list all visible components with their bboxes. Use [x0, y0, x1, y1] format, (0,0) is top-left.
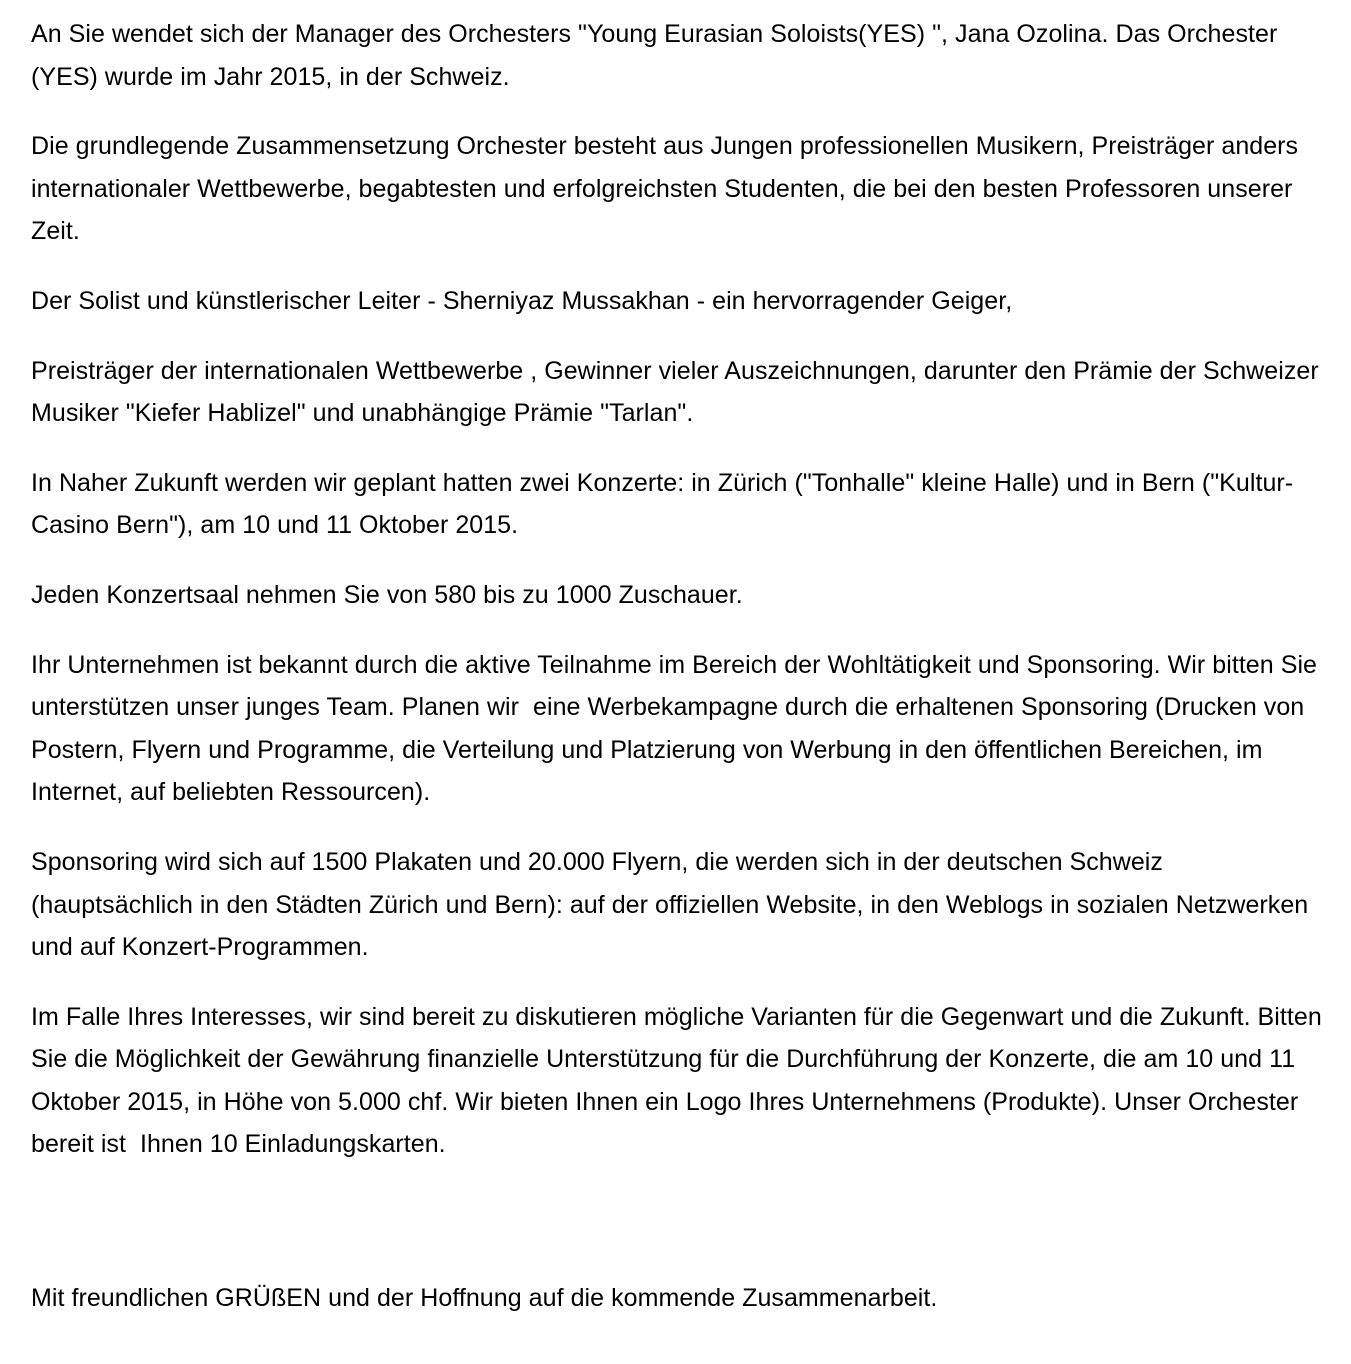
paragraph-audience: Jeden Konzertsaal nehmen Sie von 580 bis zu 1000 Zuschauer. — [31, 580, 743, 609]
closing-line: Mit freundlichen GRÜßEN und der Hoffnung auf die kommende Zusammenarbeit. — [31, 1284, 938, 1313]
letter-body — [31, 13, 1331, 1347]
blank-space — [31, 1193, 1331, 1277]
paragraph-sponsoring-request: Ihr Unternehmen ist bekannt durch die aktive Teilnahme im Bereich der Wohltätigkeit und Sponsoring. Wir bitten Sie unterstützen unser junges Team. Planen wir eine Werbekampagne durch die erhaltenen Sponsoring (Drucken von Postern, Flyern und Programme, die Verteilung und Platzierung von Werbung in den öffentlichen Bereichen, im Internet, auf beliebten Ressourcen). — [31, 650, 1324, 807]
paragraph-advertising: Sponsoring wird sich auf 1500 Plakaten und 20.000 Flyern, die werden sich in der deutschen Schweiz (hauptsächlich in den Städten Zürich und Bern): auf der offiziellen Website, in den Weblogs in sozialen Netzwerken und auf Konzert-Programmen. — [31, 847, 1316, 962]
paragraph-concerts: In Naher Zukunft werden wir geplant hatten zwei Konzerte: in Zürich ("Tonhalle" kleine Halle) und in Bern ("Kultur-Casino Bern"), am 10 und 11 Oktober 2015. — [31, 468, 1294, 540]
paragraph-awards: Preisträger der internationalen Wettbewerbe , Gewinner vieler Auszeichnungen, darunter den Prämie der Schweizer Musiker "Kiefer Hablizel" und unabhängige Prämie "Tarlan". — [31, 356, 1326, 428]
paragraph-orchestra-composition: Die grundlegende Zusammensetzung Orchester besteht aus Jungen professionellen Musikern, Preisträger anders internationaler Wettbewerbe, begabtesten und erfolgreichsten Studenten, die bei den besten Professoren unserer Zeit. — [31, 132, 1306, 246]
paragraph-soloist: Der Solist und künstlerischer Leiter - Sherniyaz Mussakhan - ein hervorragender Geiger, — [31, 286, 1013, 315]
paragraph-introduction: An Sie wendet sich der Manager des Orchesters "Young Eurasian Soloists(YES) ", Jana Ozolina. Das Orchester (YES) wurde im Jahr 2015, in der Schweiz. — [31, 20, 1285, 91]
paragraph-financial-support: Im Falle Ihres Interesses, wir sind bereit zu diskutieren mögliche Varianten für die Gegenwart und die Zukunft. Bitten Sie die Möglichkeit der Gewährung finanzielle Unterstützung für die Durchführung der Konzerte, die am 10 und 11 Oktober 2015, in Höhe von 5.000 chf. Wir bieten Ihnen ein Logo Ihres Unternehmens (Produkte). Unser Orchester bereit ist Ihnen 10 Einladungskarten. — [31, 1002, 1329, 1159]
